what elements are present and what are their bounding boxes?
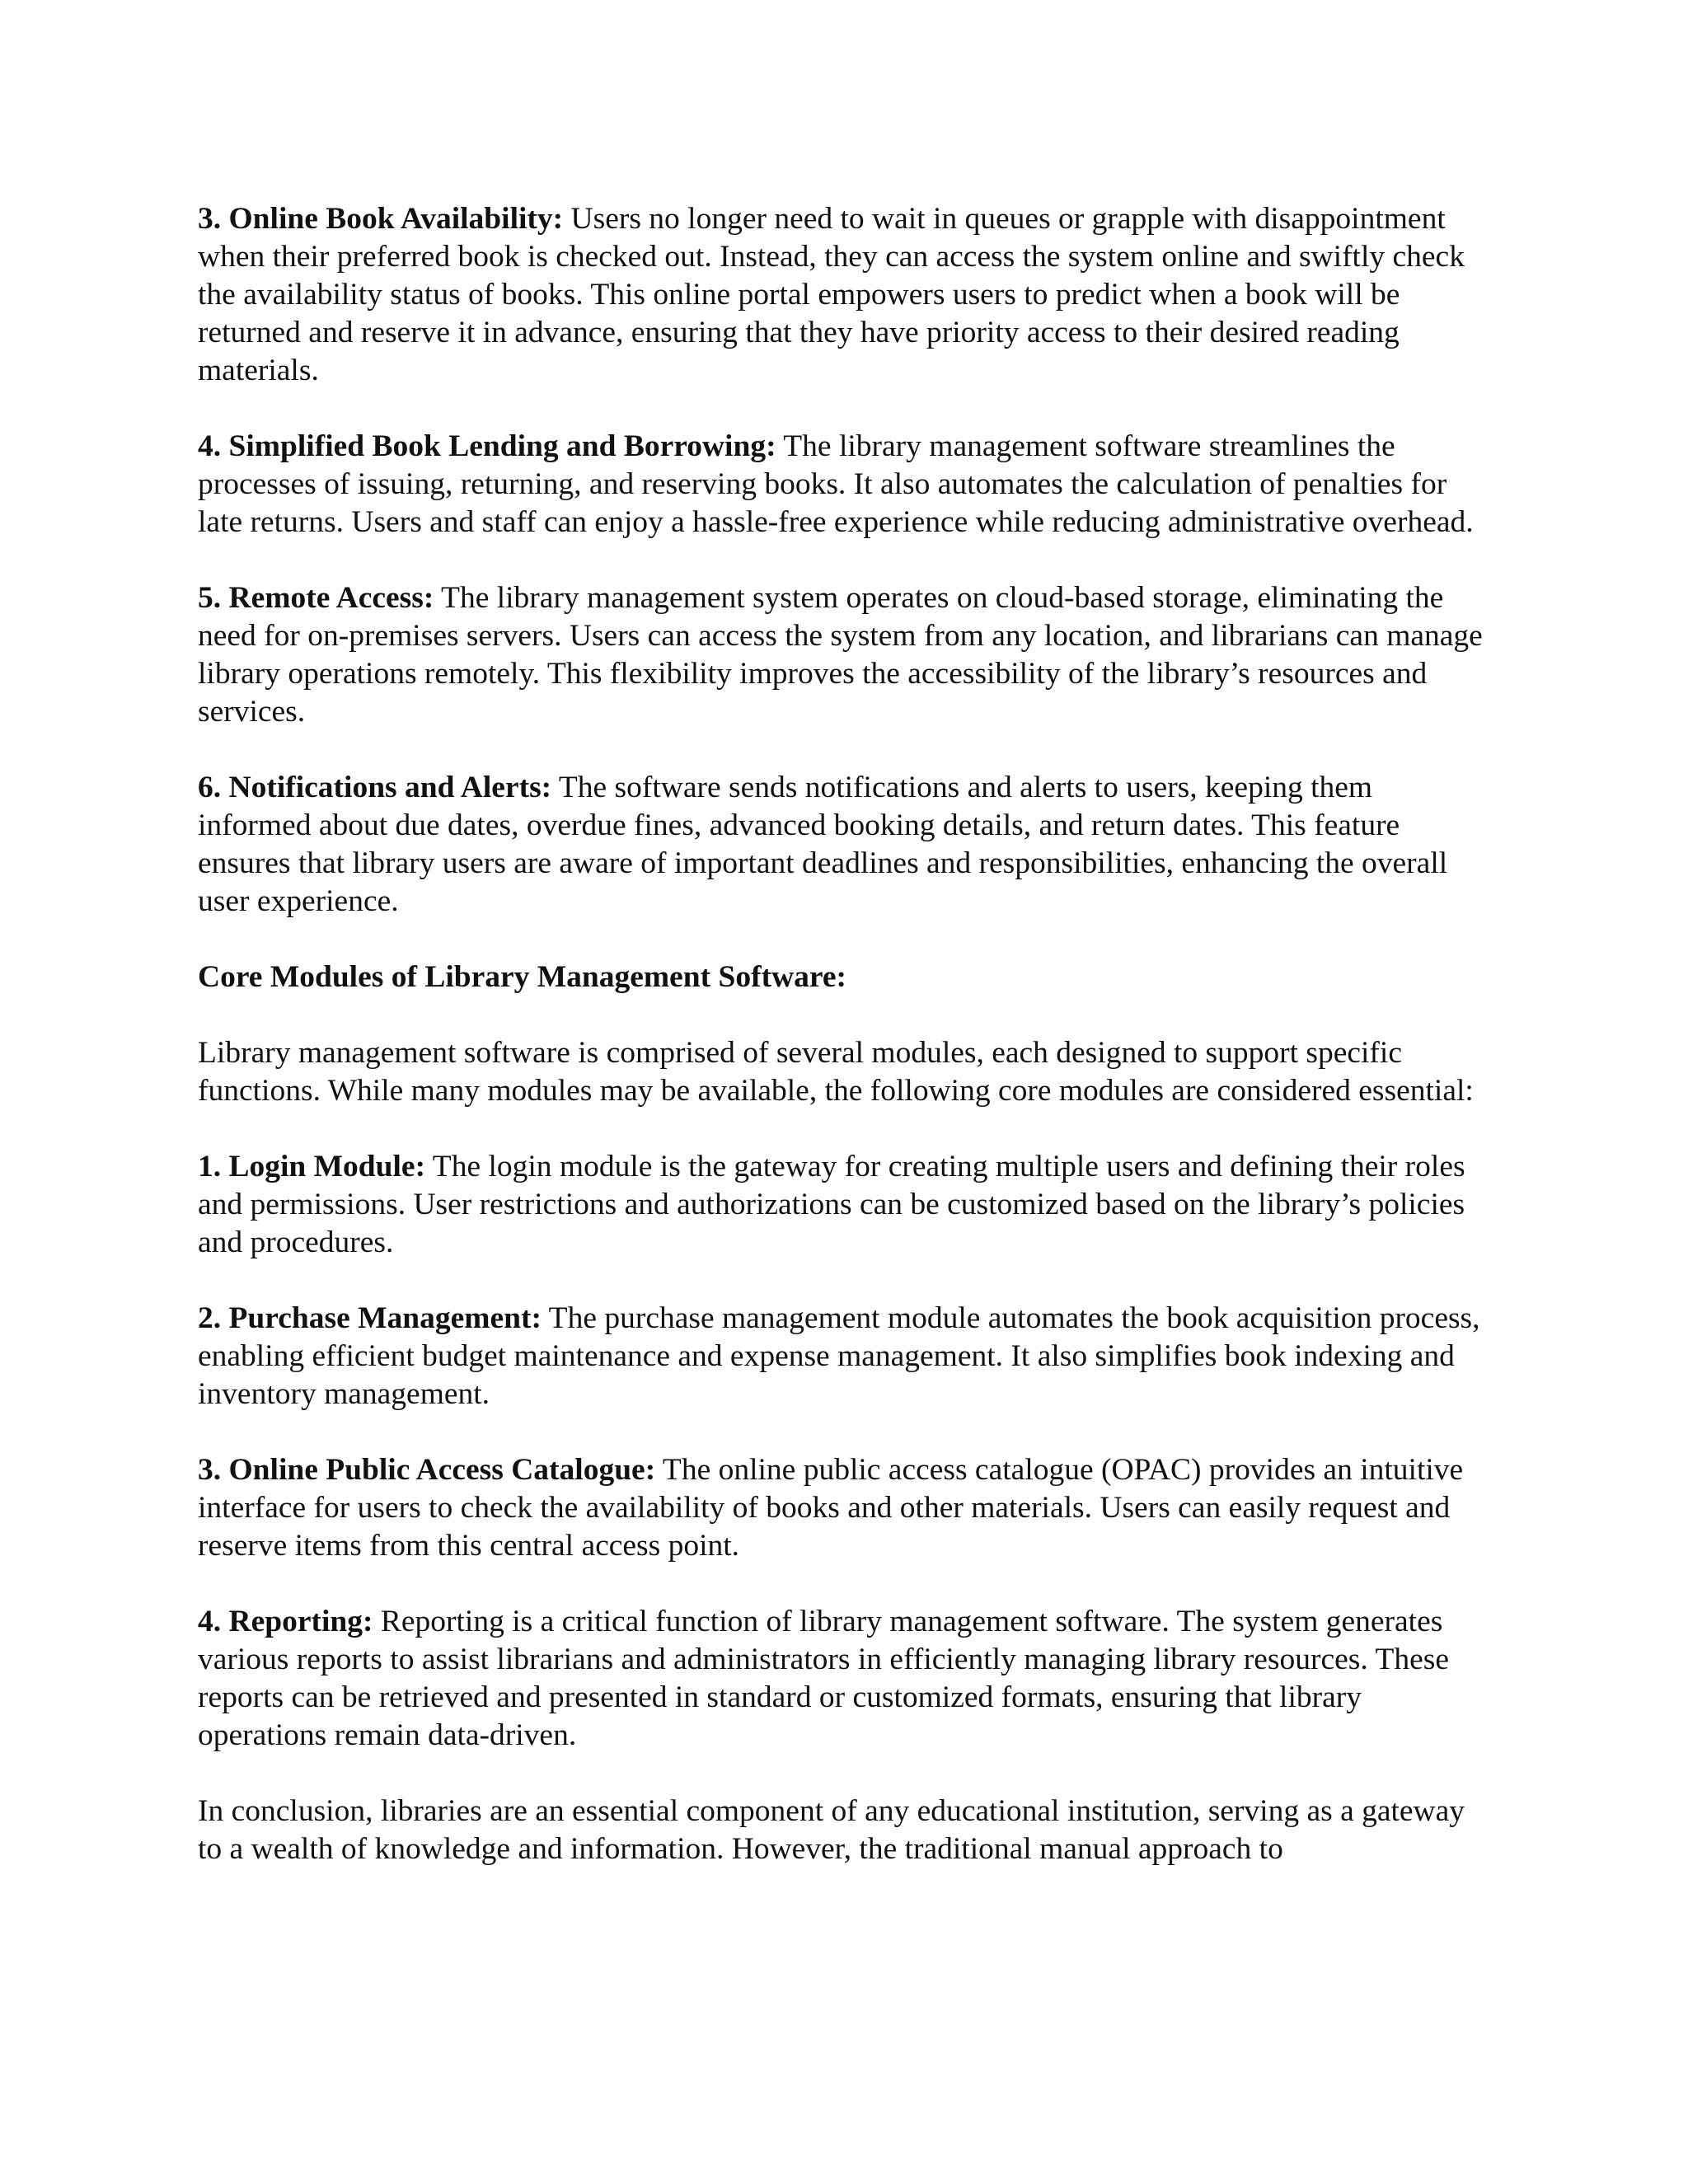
- paragraph-lead: 3. Online Public Access Catalogue:: [198, 1453, 656, 1487]
- paragraph-opac: [198, 1451, 1488, 1565]
- paragraph-text: The online public access catalogue (OPAC) provides an intuitive interface for users to check the availability of books and other materials. Users can easily request and reserve items from this central access point.: [198, 1453, 1464, 1563]
- paragraph-notifications: [198, 769, 1488, 921]
- paragraph-lead: 1. Login Module:: [198, 1150, 426, 1183]
- paragraph-text: The login module is the gateway for creating multiple users and defining their roles and permissions. User restrictions and authorizations can be customized based on the library’s policies and procedures.: [198, 1150, 1465, 1259]
- paragraph-text: The purchase management module automates the book acquisition process, enabling efficient budget maintenance and expense management. It also simplifies book indexing and inventory management.: [198, 1301, 1480, 1411]
- document-page: [198, 200, 1488, 1906]
- paragraph-text: Reporting is a critical function of library management software. The system generates various reports to assist librarians and administrators in efficiently managing library resources. These reports can be retrieved and presented in standard or customized formats, ensuring that library operations remain data-driven.: [198, 1605, 1449, 1752]
- paragraph-login-module: [198, 1148, 1488, 1262]
- paragraph-text: The library management software streamlines the processes of issuing, returning, and reserving books. It also automates the calculation of penalties for late returns. Users and staff can enjoy a hassle-free experience while reducing administrative overhead.: [198, 429, 1474, 539]
- paragraph-text: The software sends notifications and alerts to users, keeping them informed about due dates, overdue fines, advanced booking details, and return dates. This feature ensures that library users are aware of important deadlines and responsibilities, enhancing the overall user experience.: [198, 771, 1448, 918]
- paragraph-lead: 2. Purchase Management:: [198, 1301, 542, 1335]
- paragraph-book-lending: [198, 428, 1488, 541]
- paragraph-remote-access: [198, 579, 1488, 731]
- section-heading-core-modules: Core Modules of Library Management Software:: [198, 960, 847, 994]
- paragraph-lead: 3. Online Book Availability:: [198, 202, 564, 236]
- paragraph-text: The library management system operates on cloud-based storage, eliminating the need for on-premises servers. Users can access the system from any location, and librarians can manage library operations remotely. This flexibility improves the accessibility of the library’s resources and services.: [198, 581, 1483, 729]
- paragraph-lead: 5. Remote Access:: [198, 581, 434, 615]
- paragraph-lead: 4. Reporting:: [198, 1605, 373, 1638]
- paragraph-text: Users no longer need to wait in queues or grapple with disappointment when their preferred book is checked out. Instead, they can access the system online and swiftly check the availability status of books. This online portal empowers users to predict when a book will be returned and reserve it in advance, ensuring that they have priority access to their desired reading materials.: [198, 202, 1465, 387]
- paragraph-online-book-availability: [198, 200, 1488, 390]
- paragraph-conclusion: In conclusion, libraries are an essential component of any educational institution, serving as a gateway to a wealth of knowledge and information. However, the traditional manual approach to: [198, 1794, 1465, 1866]
- paragraph-core-modules-intro: Library management software is comprised of several modules, each designed to support specific functions. While many modules may be available, the following core modules are considered essential:: [198, 1036, 1474, 1108]
- paragraph-lead: 4. Simplified Book Lending and Borrowing:: [198, 429, 776, 463]
- paragraph-reporting: [198, 1603, 1488, 1755]
- paragraph-purchase-management: [198, 1300, 1488, 1413]
- paragraph-lead: 6. Notifications and Alerts:: [198, 771, 552, 804]
